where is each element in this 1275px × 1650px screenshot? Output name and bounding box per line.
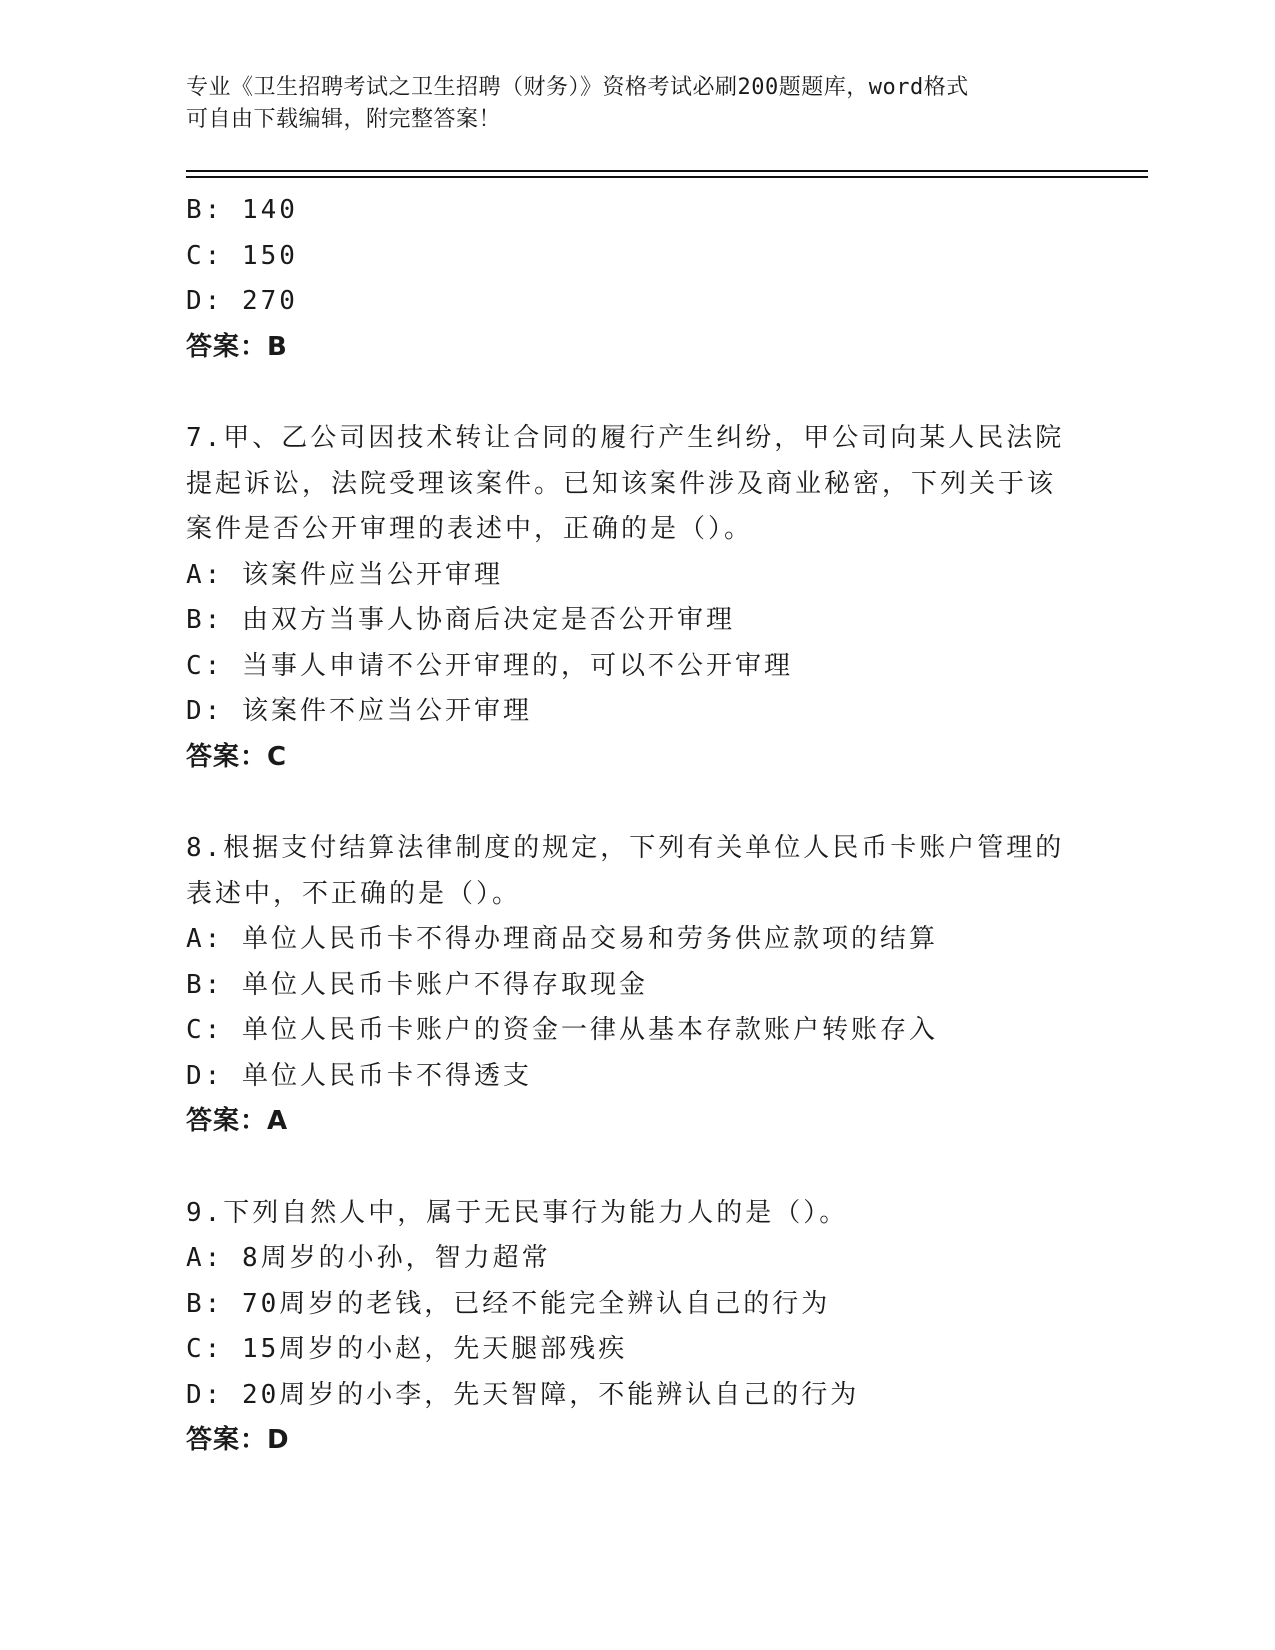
option-a: A: 单位人民币卡不得办理商品交易和劳务供应款项的结算: [186, 924, 938, 954]
option-c: C: 150: [186, 240, 298, 271]
option-b: B: 单位人民币卡账户不得存取现金: [186, 969, 648, 1000]
document-header: [186, 72, 1066, 136]
option-d: D: 该案件不应当公开审理: [186, 696, 532, 726]
header-line-2: 可自由下载编辑，附完整答案！: [186, 107, 502, 132]
question-7: [186, 416, 1086, 780]
option-d: D: 单位人民币卡不得透支: [186, 1060, 532, 1091]
question-stem-line: 7.甲、乙公司因技术转让合同的履行产生纠纷，甲公司向某人民法院: [186, 423, 1065, 453]
question-stem-line: 表述中，不正确的是（）。: [186, 878, 522, 909]
question-stem-line: 9.下列自然人中，属于无民事行为能力人的是（）。: [186, 1197, 849, 1228]
question-content: [186, 188, 1086, 1464]
question-6-tail: [186, 188, 1086, 370]
question-8: [186, 826, 1086, 1145]
header-line-1: 专业《卫生招聘考试之卫生招聘（财务）》资格考试必刷200题题库，word格式: [186, 75, 969, 100]
option-b: B: 由双方当事人协商后决定是否公开审理: [186, 605, 735, 635]
answer-label: 答案：C: [186, 741, 288, 772]
question-stem-line: 提起诉讼，法院受理该案件。已知该案件涉及商业秘密，下列关于该: [186, 468, 1057, 499]
option-a: A: 8周岁的小孙，智力超常: [186, 1243, 551, 1273]
option-d: D: 20周岁的小李，先天智障，不能辨认自己的行为: [186, 1379, 860, 1410]
answer-label: 答案：B: [186, 331, 288, 362]
question-stem-line: 案件是否公开审理的表述中，正确的是（）。: [186, 514, 754, 544]
option-b: B: 140: [186, 195, 298, 225]
question-stem-line: 8.根据支付结算法律制度的规定，下列有关单位人民币卡账户管理的: [186, 833, 1065, 863]
option-d: D: 270: [186, 286, 298, 316]
answer-label: 答案：A: [186, 1106, 289, 1136]
answer-label: 答案：D: [186, 1425, 290, 1455]
header-rule-bottom: [186, 176, 1148, 178]
option-c: C: 15周岁的小赵，先天腿部残疾: [186, 1334, 628, 1364]
question-9: [186, 1191, 1086, 1464]
header-rule-top: [186, 170, 1148, 172]
option-c: C: 当事人申请不公开审理的，可以不公开审理: [186, 650, 793, 681]
option-a: A: 该案件应当公开审理: [186, 559, 503, 590]
option-b: B: 70周岁的老钱，已经不能完全辨认自己的行为: [186, 1288, 831, 1319]
option-c: C: 单位人民币卡账户的资金一律从基本存款账户转账存入: [186, 1015, 938, 1045]
